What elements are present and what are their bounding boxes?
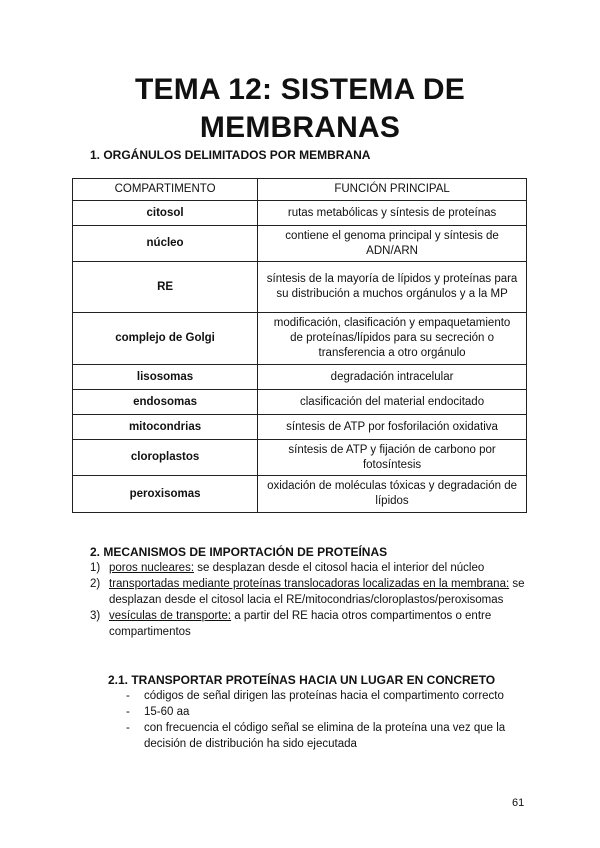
- list-item: [90, 576, 530, 608]
- list-number: 1): [90, 562, 101, 574]
- table-row: [73, 262, 527, 313]
- table-row: [73, 201, 527, 226]
- import-mechanisms-list: [90, 560, 530, 640]
- compartment-name: complejo de Golgi: [73, 313, 258, 365]
- compartment-name: peroxisomas: [73, 476, 258, 513]
- list-item: [90, 560, 530, 576]
- list-number: 2): [90, 578, 101, 590]
- list-item: [108, 720, 528, 752]
- bullet-dash: -: [126, 706, 130, 718]
- bullet-dash: -: [126, 722, 130, 734]
- page-title: [60, 71, 540, 147]
- compartment-name: RE: [73, 262, 258, 313]
- page-number: 61: [512, 797, 525, 809]
- bullet-text: 15-60 aa: [144, 706, 190, 718]
- compartment-function: modificación, clasificación y empaquetamiento de proteínas/lípidos para su secreción o transferencia a otro orgánulo: [258, 313, 527, 365]
- compartment-function: degradación intracelular: [258, 365, 527, 390]
- header-compartment: COMPARTIMENTO: [73, 179, 258, 201]
- table-row: [73, 476, 527, 513]
- compartment-function: rutas metabólicas y síntesis de proteínas: [258, 201, 527, 226]
- table-row: [73, 390, 527, 415]
- list-term: poros nucleares:: [109, 562, 195, 574]
- table-row: [73, 415, 527, 440]
- list-item: [108, 704, 528, 720]
- list-term: vesículas de transporte:: [109, 610, 232, 622]
- compartment-name: lisosomas: [73, 365, 258, 390]
- title-line-2: MEMBRANAS: [199, 111, 401, 144]
- compartment-name: núcleo: [73, 226, 258, 262]
- table-row: [73, 313, 527, 365]
- table-row: [73, 440, 527, 476]
- compartment-name: mitocondrias: [73, 415, 258, 440]
- compartments-table: [72, 178, 527, 513]
- compartment-function: síntesis de la mayoría de lípidos y proteínas para su distribución a muchos orgánulos y a la MP: [258, 262, 527, 313]
- table-row: [73, 226, 527, 262]
- bullet-text: códigos de señal dirigen las proteínas hacia el compartimento correcto: [144, 690, 504, 702]
- compartment-function: contiene el genoma principal y síntesis de ADN/ARN: [258, 226, 527, 262]
- compartment-function: síntesis de ATP y fijación de carbono por fotosíntesis: [258, 440, 527, 476]
- bullet-dash: -: [126, 690, 130, 702]
- table-row: [73, 365, 527, 390]
- title-line-1: TEMA 12: SISTEMA DE: [135, 73, 465, 106]
- compartment-function: oxidación de moléculas tóxicas y degradación de lípidos: [258, 476, 527, 513]
- list-text: a partir del RE hacia otros compartimentos o entre compartimentos: [109, 610, 492, 638]
- list-text: se desplazan desde el citosol lacia el RE/mitocondrias/cloroplastos/peroxisomas: [109, 578, 525, 606]
- signal-code-bullets: [108, 688, 528, 752]
- section-2-1-heading: 2.1. TRANSPORTAR PROTEÍNAS HACIA UN LUGAR EN CONCRETO: [108, 673, 496, 687]
- compartment-name: endosomas: [73, 390, 258, 415]
- section-2-heading: 2. MECANISMOS DE IMPORTACIÓN DE PROTEÍNAS: [90, 545, 388, 559]
- bullet-text: con frecuencia el código señal se elimina de la proteína una vez que la decisión de distribución ha sido ejecutada: [144, 722, 506, 750]
- compartment-function: síntesis de ATP por fosforilación oxidativa: [258, 415, 527, 440]
- compartment-function: clasificación del material endocitado: [258, 390, 527, 415]
- compartment-name: citosol: [73, 201, 258, 226]
- list-text: se desplazan desde el citosol hacia el interior del núcleo: [194, 562, 485, 574]
- table-header-row: [73, 179, 527, 201]
- compartment-name: cloroplastos: [73, 440, 258, 476]
- list-item: [108, 688, 528, 704]
- list-item: [90, 608, 530, 640]
- header-function: FUNCIÓN PRINCIPAL: [258, 179, 527, 201]
- list-term: transportadas mediante proteínas translocadoras localizadas en la membrana:: [109, 578, 510, 590]
- section-1-heading: 1. ORGÁNULOS DELIMITADOS POR MEMBRANA: [90, 148, 371, 162]
- list-number: 3): [90, 610, 101, 622]
